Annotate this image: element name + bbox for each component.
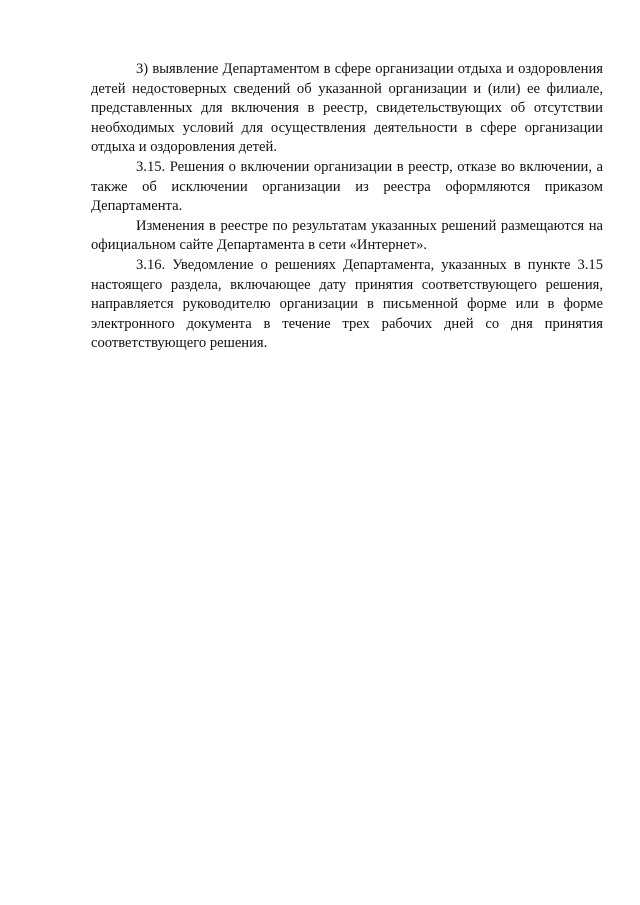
paragraph-registry-changes: Изменения в реестре по результатам указанных решений размещаются на официальном сайте Департамента в сети «Интернет».: [91, 217, 603, 254]
document-body: [91, 60, 603, 354]
paragraph-section-3-16: 3.16. Уведомление о решениях Департамента, указанных в пункте 3.15 настоящего раздела, включающее дату принятия соответствующего решения, направляется руководителю организации в письменной форме или в форме электронного документа в течение трех рабочих дней со дня принятия соответствующего решения.: [91, 256, 603, 352]
paragraph-section-3-15: 3.15. Решения о включении организации в реестр, отказе во включении, а также об исключении организации из реестра оформляются приказом Департамента.: [91, 158, 603, 215]
paragraph-item-3-conditions: 3) выявление Департаментом в сфере организации отдыха и оздоровления детей недостоверных сведений об указанной организации и (или) ее филиале, представленных для включения в реестр, свидетельствующих об отсутствии необходимых условий для осуществления деятельности в сфере организации отдыха и оздоровления детей.: [91, 61, 603, 156]
